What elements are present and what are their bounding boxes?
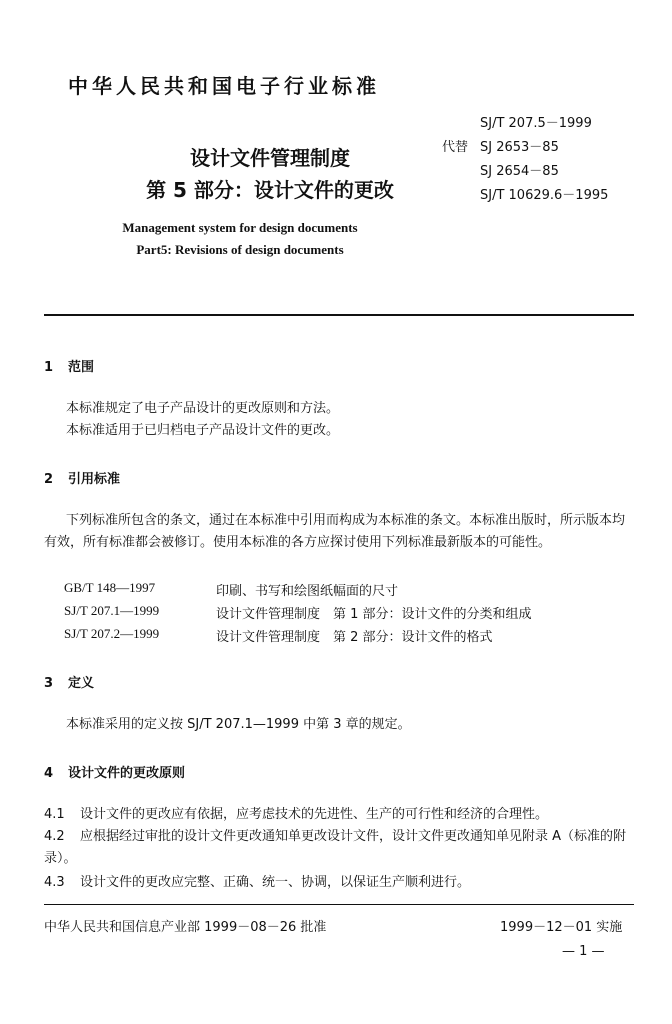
section-number: 2 [44,472,54,487]
english-title-line-1: Management system for design documents [122,220,358,235]
std-code: SJ/T 10629.6－1995 [480,188,609,203]
paragraph: 下列标准所包含的条文，通过在本标准中引用而构成为本标准的条文。本标准出版时，所示版本均有效，所有标准都会被修订。使用本标准的各方应探讨使用下列标准最新版本的可能性。 [44,513,626,550]
section-title: 引用标准 [68,472,121,487]
std-code: SJ/T 207.5－1999 [480,116,592,131]
reference-title: 印刷、书写和绘图纸幅面的尺寸 [216,584,399,599]
std-code-row [442,112,608,136]
paragraph: 本标准采用的定义按 SJ/T 207.1—1999 中第 3 章的规定。 [66,717,411,732]
reference-row [64,603,532,622]
header-divider [44,314,634,316]
std-code: SJ 2654－85 [480,164,559,179]
implementation-date: 1999－12－01 实施 [500,920,623,935]
section-heading [44,762,185,781]
section-number: 3 [44,676,54,691]
reference-row [64,580,398,599]
standard-category-header: 中华人民共和国电子行业标准 [68,74,380,98]
reference-code: SJ/T 207.2—1999 [64,626,160,641]
page-number: — 1 — [562,944,605,959]
clause [44,826,634,870]
section-number: 1 [44,360,54,375]
english-title-line-2: Part5: Revisions of design documents [136,242,344,257]
reference-code: GB/T 148—1997 [64,580,156,595]
document-title-line-2: 第 5 部分：设计文件的更改 [146,178,394,202]
document-title-line-1: 设计文件管理制度 [190,146,350,170]
clause-number: 4.2 [44,829,65,844]
clause-text: 设计文件的更改应完整、正确、统一、协调，以保证生产顺利进行。 [80,875,471,890]
reference-code: SJ/T 207.1—1999 [64,603,160,618]
std-code-label [442,112,480,136]
clause-text: 应根据经过审批的设计文件更改通知单更改设计文件，设计文件更改通知单见附录 A（标准的附录）。 [44,829,627,866]
clause [44,804,634,826]
section-heading [44,356,94,375]
section-heading [44,468,120,487]
reference-title: 设计文件管理制度 第 2 部分：设计文件的格式 [216,630,493,645]
paragraph: 本标准规定了电子产品设计的更改原则和方法。 [66,401,340,416]
section-number: 4 [44,766,54,781]
approval-statement: 中华人民共和国信息产业部 1999－08－26 批准 [44,920,327,935]
clause [44,872,634,894]
section-title: 设计文件的更改原则 [68,766,186,781]
clause-text: 设计文件的更改应有依据，应考虑技术的先进性、生产的可行性和经济的合理性。 [80,807,549,822]
clause-number: 4.3 [44,875,65,890]
paragraph: 本标准适用于已归档电子产品设计文件的更改。 [66,423,340,438]
section-title: 定义 [68,676,95,691]
reference-title: 设计文件管理制度 第 1 部分：设计文件的分类和组成 [216,607,532,622]
clause-number: 4.1 [44,807,65,822]
footer-divider [44,904,634,905]
reference-row [64,626,493,645]
section-heading [44,672,94,691]
std-code-label: 代替 [442,140,469,155]
section-title: 范围 [68,360,95,375]
std-code: SJ 2653－85 [480,140,559,155]
